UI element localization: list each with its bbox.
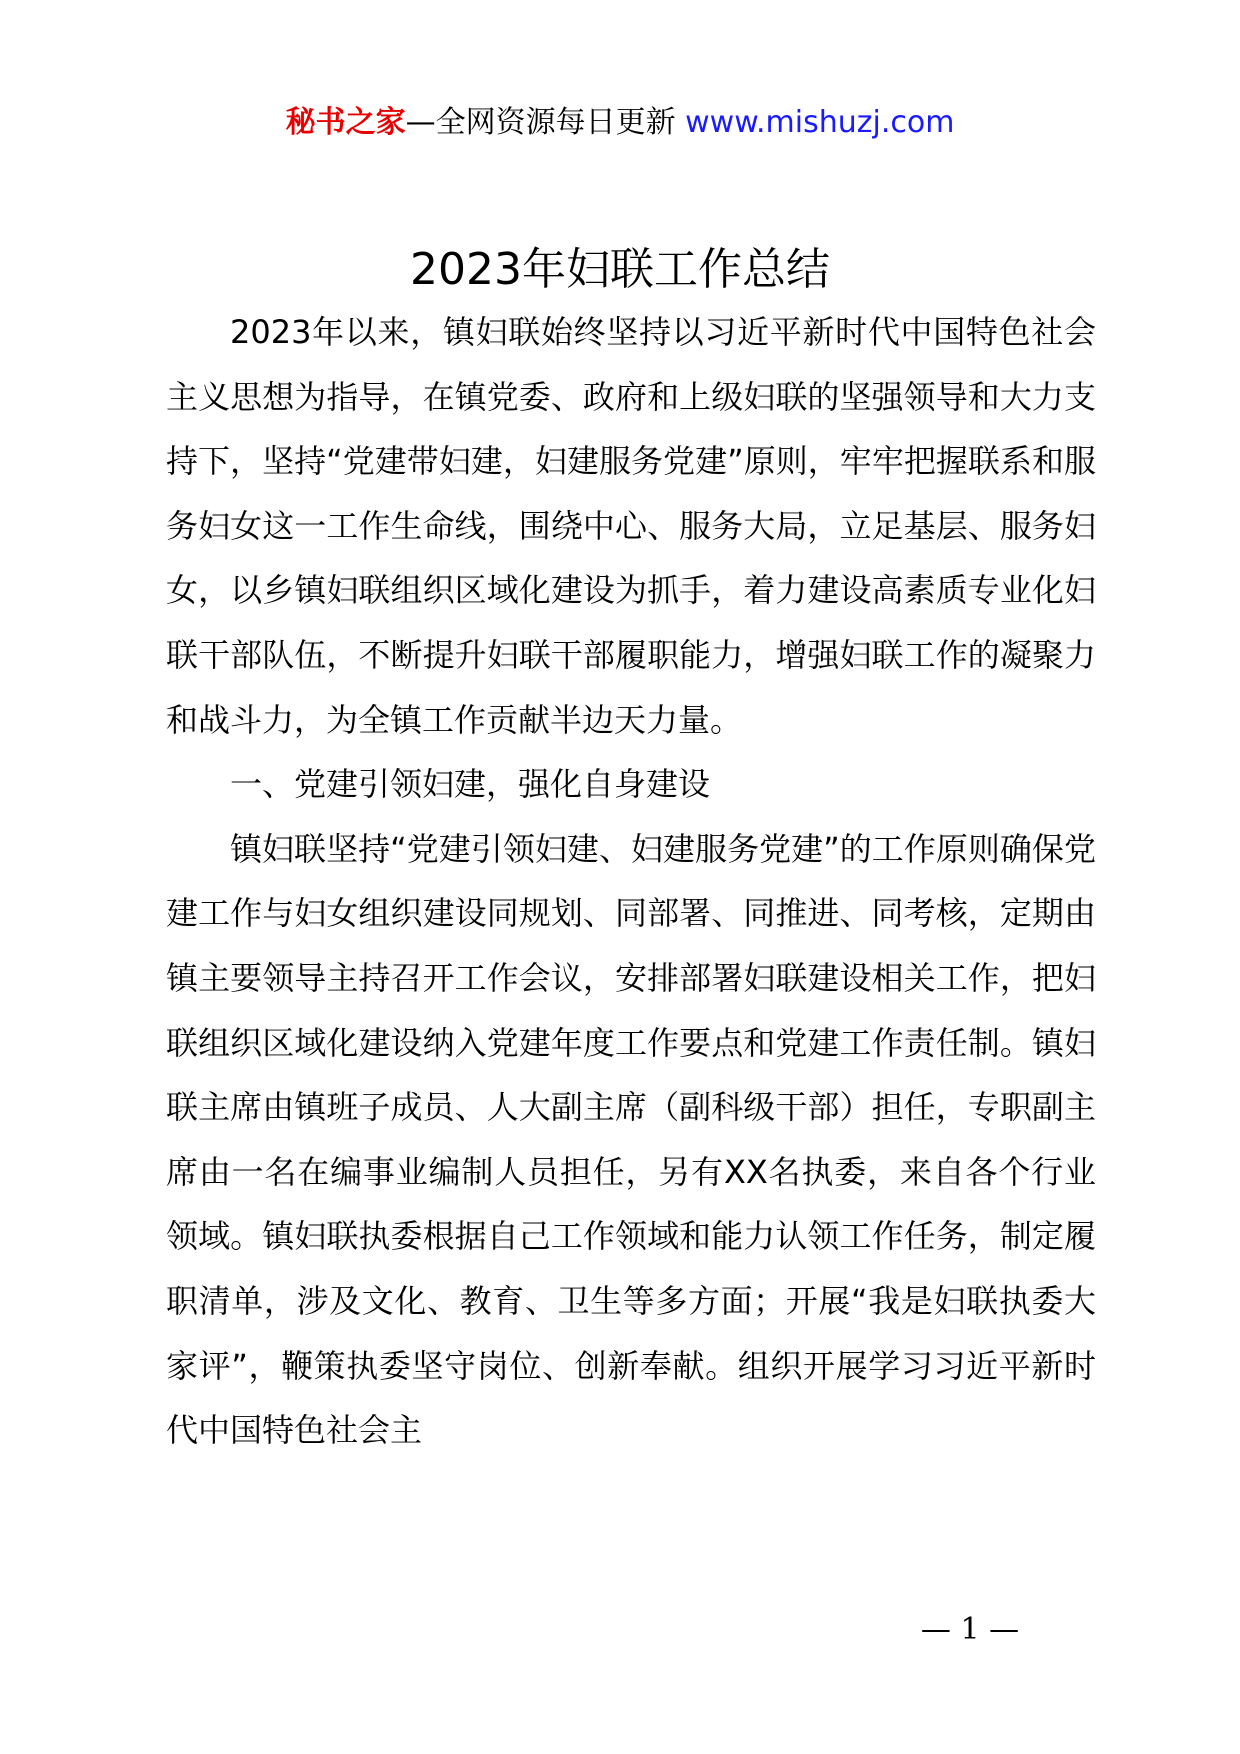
banner-slogan: —全网资源每日更新 [405, 105, 686, 140]
document-body [166, 300, 1096, 1463]
banner-brand: 秘书之家 [285, 105, 406, 140]
document-title: 2023年妇联工作总结 [410, 244, 830, 295]
section-paragraph: 镇妇联坚持“党建引领妇建、妇建服务党建”的工作原则确保党建工作与妇女组织建设同规划、同部署、同推进、同考核，定期由镇主要领导主持召开工作会议，安排部署妇联建设相关工作，把妇联组织区域化建设纳入党建年度工作要点和党建工作责任制。镇妇联主席由镇班子成员、人大副主席（副科级干部）担任，专职副主席由一名在编事业编制人员担任，另有XX名执委，来自各个行业领域。镇妇联执委根据自己工作领域和能力认领工作任务，制定履职清单，涉及文化、教育、卫生等多方面；开展“我是妇联执委大家评”，鞭策执委坚守岗位、创新奉献。组织开展学习习近平新时代中国特色社会主 [166, 829, 1096, 1450]
banner-url-link[interactable]: www.mishuzj.com [685, 105, 955, 140]
intro-paragraph: 2023年以来，镇妇联始终坚持以习近平新时代中国特色社会主义思想为指导，在镇党委、政府和上级妇联的坚强领导和大力支持下，坚持“党建带妇建，妇建服务党建”原则，牢牢把握联系和服务妇女这一工作生命线，围绕中心、服务大局，立足基层、服务妇女，以乡镇妇联组织区域化建设为抓手，着力建设高素质专业化妇联干部队伍，不断提升妇联干部履职能力，增强妇联工作的凝聚力和战斗力，为全镇工作贡献半边天力量。 [166, 313, 1096, 739]
page-number: — 1 — [920, 1612, 1020, 1647]
site-banner [0, 98, 1240, 148]
section-heading: 一、党建引领妇建，强化自身建设 [230, 765, 711, 804]
